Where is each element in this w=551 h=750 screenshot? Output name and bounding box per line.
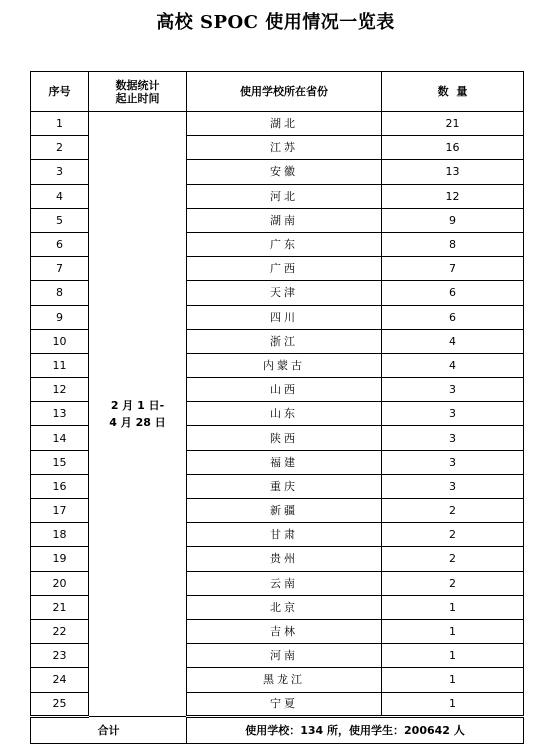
row-province: 山东 xyxy=(187,402,382,426)
row-count: 16 xyxy=(382,136,524,160)
row-province: 吉林 xyxy=(187,619,382,643)
row-province: 安徽 xyxy=(187,160,382,184)
row-index: 7 xyxy=(31,257,89,281)
row-province: 四川 xyxy=(187,305,382,329)
row-province: 内蒙古 xyxy=(187,353,382,377)
row-index: 5 xyxy=(31,208,89,232)
row-count: 2 xyxy=(382,571,524,595)
header-index: 序号 xyxy=(31,72,89,112)
row-province: 新疆 xyxy=(187,499,382,523)
row-index: 2 xyxy=(31,136,89,160)
row-index: 17 xyxy=(31,499,89,523)
table-header-row xyxy=(31,72,524,112)
period-line1: 2 月 1 日- xyxy=(110,398,165,412)
row-count: 1 xyxy=(382,668,524,692)
row-count: 9 xyxy=(382,208,524,232)
row-index: 25 xyxy=(31,692,89,716)
row-province: 广东 xyxy=(187,232,382,256)
row-province: 河北 xyxy=(187,184,382,208)
row-province: 宁夏 xyxy=(187,692,382,716)
row-index: 18 xyxy=(31,523,89,547)
total-row xyxy=(31,716,524,743)
row-count: 4 xyxy=(382,329,524,353)
row-province: 黑龙江 xyxy=(187,668,382,692)
row-province: 重庆 xyxy=(187,474,382,498)
row-index: 8 xyxy=(31,281,89,305)
header-period-line2: 起止时间 xyxy=(115,91,160,105)
table-row xyxy=(31,112,524,136)
row-count: 12 xyxy=(382,184,524,208)
row-province: 陕西 xyxy=(187,426,382,450)
row-count: 1 xyxy=(382,619,524,643)
row-count: 3 xyxy=(382,426,524,450)
row-count: 7 xyxy=(382,257,524,281)
row-province: 湖南 xyxy=(187,208,382,232)
row-province: 河南 xyxy=(187,644,382,668)
row-province: 福建 xyxy=(187,450,382,474)
row-count: 1 xyxy=(382,644,524,668)
row-count: 3 xyxy=(382,402,524,426)
row-province: 湖北 xyxy=(187,112,382,136)
row-index: 24 xyxy=(31,668,89,692)
header-count: 数 量 xyxy=(382,72,524,112)
header-period-line1: 数据统计 xyxy=(115,78,160,92)
row-index: 16 xyxy=(31,474,89,498)
row-province: 甘肃 xyxy=(187,523,382,547)
row-index: 9 xyxy=(31,305,89,329)
row-count: 8 xyxy=(382,232,524,256)
row-province: 江苏 xyxy=(187,136,382,160)
row-index: 6 xyxy=(31,232,89,256)
row-index: 21 xyxy=(31,595,89,619)
row-index: 12 xyxy=(31,378,89,402)
row-count: 4 xyxy=(382,353,524,377)
row-count: 1 xyxy=(382,595,524,619)
row-province: 贵州 xyxy=(187,547,382,571)
period-cell xyxy=(89,112,187,717)
row-index: 11 xyxy=(31,353,89,377)
row-count: 3 xyxy=(382,450,524,474)
row-count: 1 xyxy=(382,692,524,716)
total-label: 合计 xyxy=(31,716,187,743)
page-title: 高校 SPOC 使用情况一览表 xyxy=(156,12,395,33)
row-count: 6 xyxy=(382,281,524,305)
row-index: 4 xyxy=(31,184,89,208)
row-index: 15 xyxy=(31,450,89,474)
row-count: 3 xyxy=(382,474,524,498)
total-summary: 使用学校：134 所，使用学生：200642 人 xyxy=(187,716,524,743)
row-index: 14 xyxy=(31,426,89,450)
row-count: 6 xyxy=(382,305,524,329)
row-province: 浙江 xyxy=(187,329,382,353)
row-province: 天津 xyxy=(187,281,382,305)
spoc-usage-table xyxy=(30,71,524,744)
row-count: 2 xyxy=(382,499,524,523)
row-count: 21 xyxy=(382,112,524,136)
period-line2: 4 月 28 日 xyxy=(109,415,166,429)
row-index: 19 xyxy=(31,547,89,571)
row-index: 13 xyxy=(31,402,89,426)
row-index: 23 xyxy=(31,644,89,668)
header-province: 使用学校所在省份 xyxy=(187,72,382,112)
row-province: 山西 xyxy=(187,378,382,402)
row-province: 广西 xyxy=(187,257,382,281)
row-index: 1 xyxy=(31,112,89,136)
row-count: 13 xyxy=(382,160,524,184)
row-province: 云南 xyxy=(187,571,382,595)
row-index: 10 xyxy=(31,329,89,353)
row-index: 20 xyxy=(31,571,89,595)
header-period xyxy=(89,72,187,112)
row-count: 3 xyxy=(382,378,524,402)
row-count: 2 xyxy=(382,547,524,571)
row-index: 3 xyxy=(31,160,89,184)
row-province: 北京 xyxy=(187,595,382,619)
row-index: 22 xyxy=(31,619,89,643)
row-count: 2 xyxy=(382,523,524,547)
